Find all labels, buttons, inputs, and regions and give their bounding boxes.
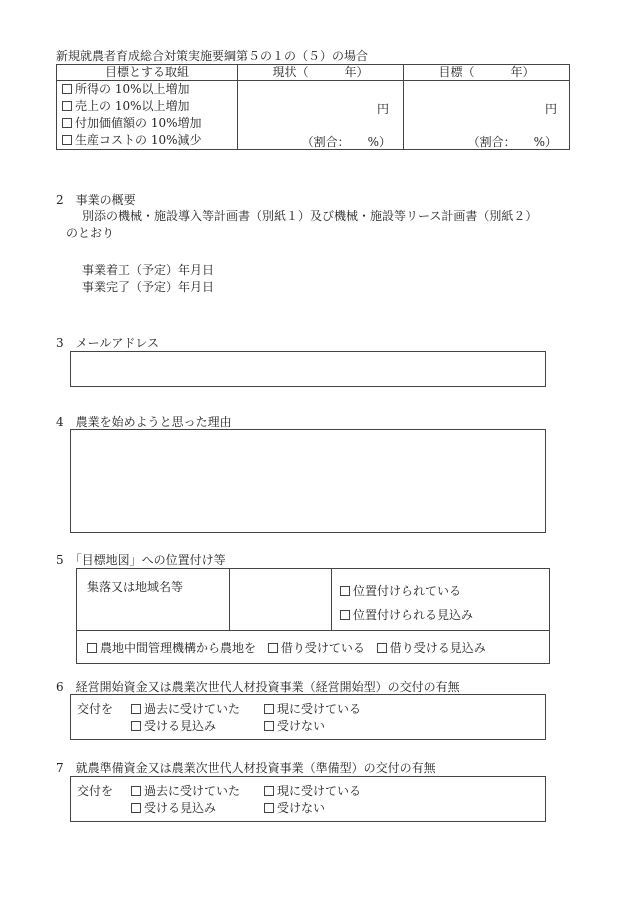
intro-title: 新規就農者育成総合対策実施要綱第５の１の（５）の場合 [56,49,369,63]
target-cell[interactable] [404,81,570,150]
section7-heading: 7 就農準備資金又は農業次世代人材投資事業（準備型）の交付の有無 [56,761,436,775]
checkbox[interactable] [62,101,72,111]
ratio-label: （割合： %） [301,135,391,149]
checkbox[interactable] [131,786,141,796]
initiative-item[interactable]: 生産コストの 10%減少 [57,132,237,149]
yen-unit: 円 [376,102,389,116]
option-past[interactable]: 過去に受けていた [131,782,240,799]
initiative-item[interactable]: 売上の 10%以上増加 [57,98,237,115]
header-target: 目標（ 年） [404,65,570,81]
initiative-item[interactable]: 所得の 10%以上増加 [57,81,237,98]
lease-row [77,631,550,664]
initiative-list [57,81,238,150]
checkbox[interactable] [264,721,274,731]
section4-heading: 4 農業を始めようと思った理由 [56,415,232,429]
option-expected[interactable]: 受ける見込み [131,717,216,734]
target-map-table [76,568,550,664]
lease-prefix: 農地中間管理機構から農地を [87,641,256,655]
checkbox[interactable] [264,786,274,796]
section2-text-line2: のとおり [66,226,115,240]
header-current: 現状（ 年） [238,65,404,81]
checkbox[interactable] [87,643,97,653]
section5-heading: 5 「目標地図」への位置付け等 [56,553,226,567]
yen-unit: 円 [544,102,557,116]
checkbox[interactable] [62,118,72,128]
checkbox[interactable] [264,803,274,813]
ratio-label: （割合： %） [467,135,557,149]
checkbox[interactable] [340,586,350,596]
lease-option-expected[interactable]: 借り受ける見込み [377,641,486,655]
project-start-date: 事業着工（予定）年月日 [82,263,215,277]
lease-option-current[interactable]: 借り受けている [268,641,365,655]
checkbox[interactable] [268,643,278,653]
option-expected[interactable]: 位置付けられる見込み [340,603,549,627]
checkbox[interactable] [377,643,387,653]
section2-text-line1: 別添の機械・施設導入等計画書（別紙１）及び機械・施設等リース計画書（別紙２） [82,209,538,223]
option-expected[interactable]: 受ける見込み [131,799,216,816]
reason-field[interactable] [70,429,546,533]
option-current[interactable]: 現に受けている [264,700,361,717]
initiative-item[interactable]: 付加価値額の 10%増加 [57,115,237,132]
area-label: 集落又は地域名等 [77,569,230,631]
current-cell[interactable] [238,81,404,150]
area-value[interactable] [230,569,332,631]
checkbox[interactable] [264,704,274,714]
checkbox[interactable] [131,803,141,813]
checkbox[interactable] [131,704,141,714]
checkbox[interactable] [62,135,72,145]
section3-heading: 3 メールアドレス [56,336,160,350]
position-options [332,569,550,631]
option-positioned[interactable]: 位置付けられている [340,579,549,603]
grant-label: 交付を [77,784,114,798]
checkbox[interactable] [340,610,350,620]
option-no[interactable]: 受けない [264,717,325,734]
section6-box [70,694,546,740]
option-no[interactable]: 受けない [264,799,325,816]
grant-label: 交付を [77,702,114,716]
option-current[interactable]: 現に受けている [264,782,361,799]
section2-heading: 2 事業の概要 [56,193,136,207]
checkbox[interactable] [62,84,72,94]
section7-box [70,776,546,822]
project-end-date: 事業完了（予定）年月日 [82,280,215,294]
checkbox[interactable] [131,721,141,731]
email-field[interactable] [70,351,546,387]
target-table [56,64,570,150]
option-past[interactable]: 過去に受けていた [131,700,240,717]
header-initiative: 目標とする取組 [57,65,238,81]
section6-heading: 6 経営開始資金又は農業次世代人材投資事業（経営開始型）の交付の有無 [56,680,460,694]
